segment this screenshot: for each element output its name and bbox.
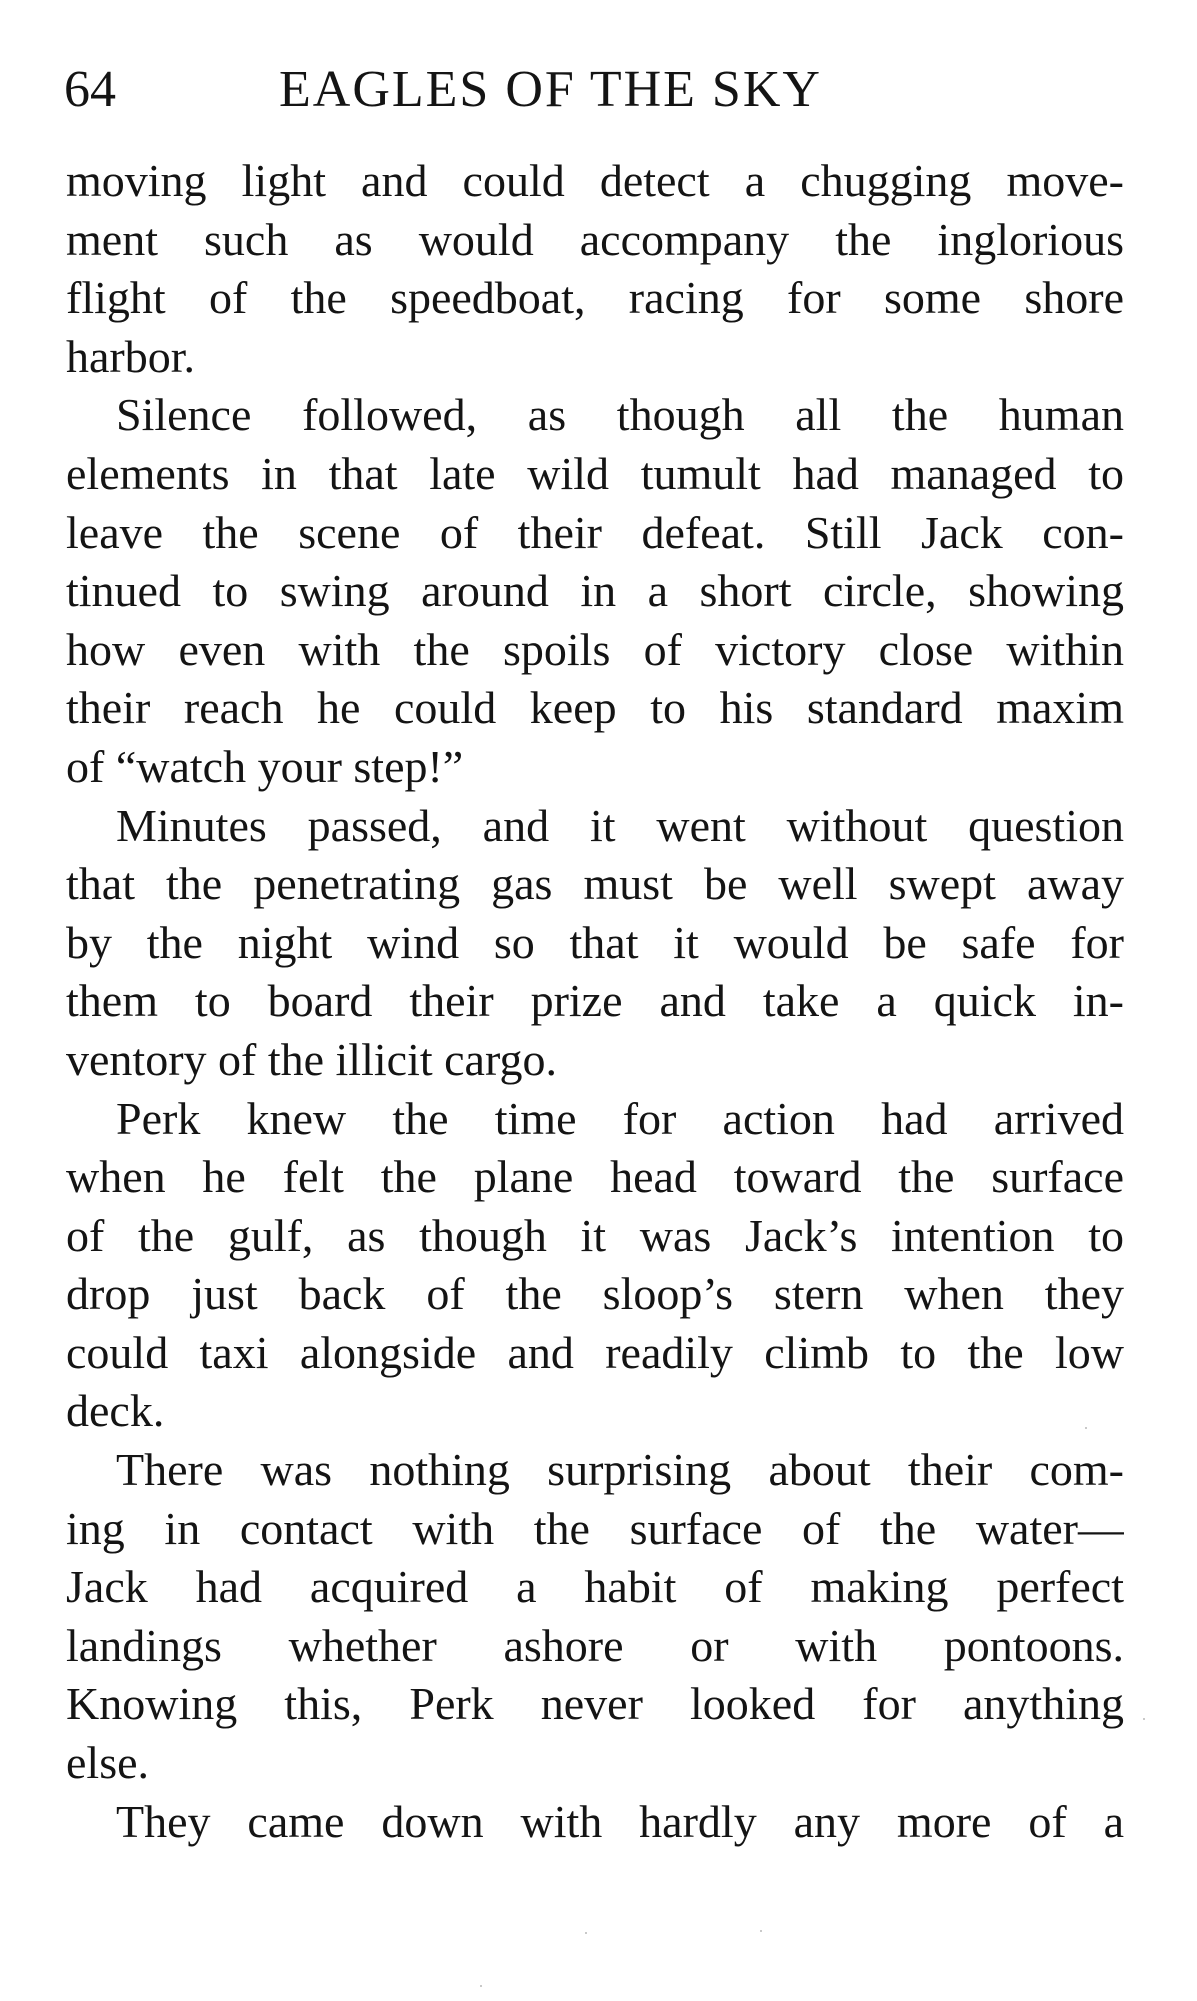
text-line: ventory of the illicit cargo.	[66, 1033, 557, 1085]
text-line: moving light and could detect a chugging move-	[66, 155, 1124, 206]
text-line: Jack had acquired a habit of making perfect	[66, 1561, 1124, 1613]
text-line: of the gulf, as though it was Jack’s intention to	[66, 1209, 1124, 1261]
text-line: drop just back of the sloop’s stern when they	[66, 1268, 1124, 1320]
text-line: ing in contact with the surface of the water—	[66, 1502, 1124, 1554]
text-line: There was nothing surprising about their com-	[116, 1444, 1124, 1496]
scan-speck	[1143, 1718, 1145, 1720]
text-line: leave the scene of their defeat. Still Jack con-	[66, 506, 1124, 558]
text-line: Knowing this, Perk never looked for anything	[66, 1678, 1124, 1730]
text-line: them to board their prize and take a quick in-	[66, 975, 1124, 1027]
text-line: landings whether ashore or with pontoons.	[66, 1619, 1124, 1671]
text-line: flight of the speedboat, racing for some shore	[66, 272, 1124, 324]
text-line: harbor.	[66, 330, 196, 382]
text-line: when he felt the plane head toward the surface	[66, 1151, 1124, 1203]
scan-speck	[760, 1930, 762, 1932]
scan-speck	[1085, 1427, 1087, 1429]
text-line: ment such as would accompany the inglorious	[66, 213, 1124, 265]
running-title: EAGLES OF THE SKY	[279, 61, 822, 118]
text-line: how even with the spoils of victory close within	[66, 623, 1124, 675]
text-line: else.	[66, 1737, 150, 1789]
text-line: could taxi alongside and readily climb to the low	[66, 1326, 1124, 1378]
text-line: that the penetrating gas must be well swept away	[66, 858, 1124, 910]
text-line: elements in that late wild tumult had managed to	[66, 447, 1124, 499]
text-line: Minutes passed, and it went without question	[116, 799, 1124, 851]
text-line: tinued to swing around in a short circle, showing	[66, 565, 1124, 617]
scan-speck	[480, 1985, 482, 1987]
text-line: They came down with hardly any more of a	[116, 1795, 1124, 1847]
text-line: Perk knew the time for action had arrived	[116, 1092, 1124, 1144]
page-header	[64, 60, 1124, 120]
text-line: their reach he could keep to his standard maxim	[66, 682, 1124, 734]
text-line: by the night wind so that it would be safe for	[66, 916, 1124, 968]
text-line: deck.	[66, 1385, 165, 1437]
text-line: Silence followed, as though all the human	[116, 389, 1124, 441]
page-number: 64	[64, 61, 116, 118]
text-line: of “watch your step!”	[66, 740, 464, 792]
scan-speck	[585, 1932, 587, 1934]
body-text	[66, 152, 1124, 1851]
